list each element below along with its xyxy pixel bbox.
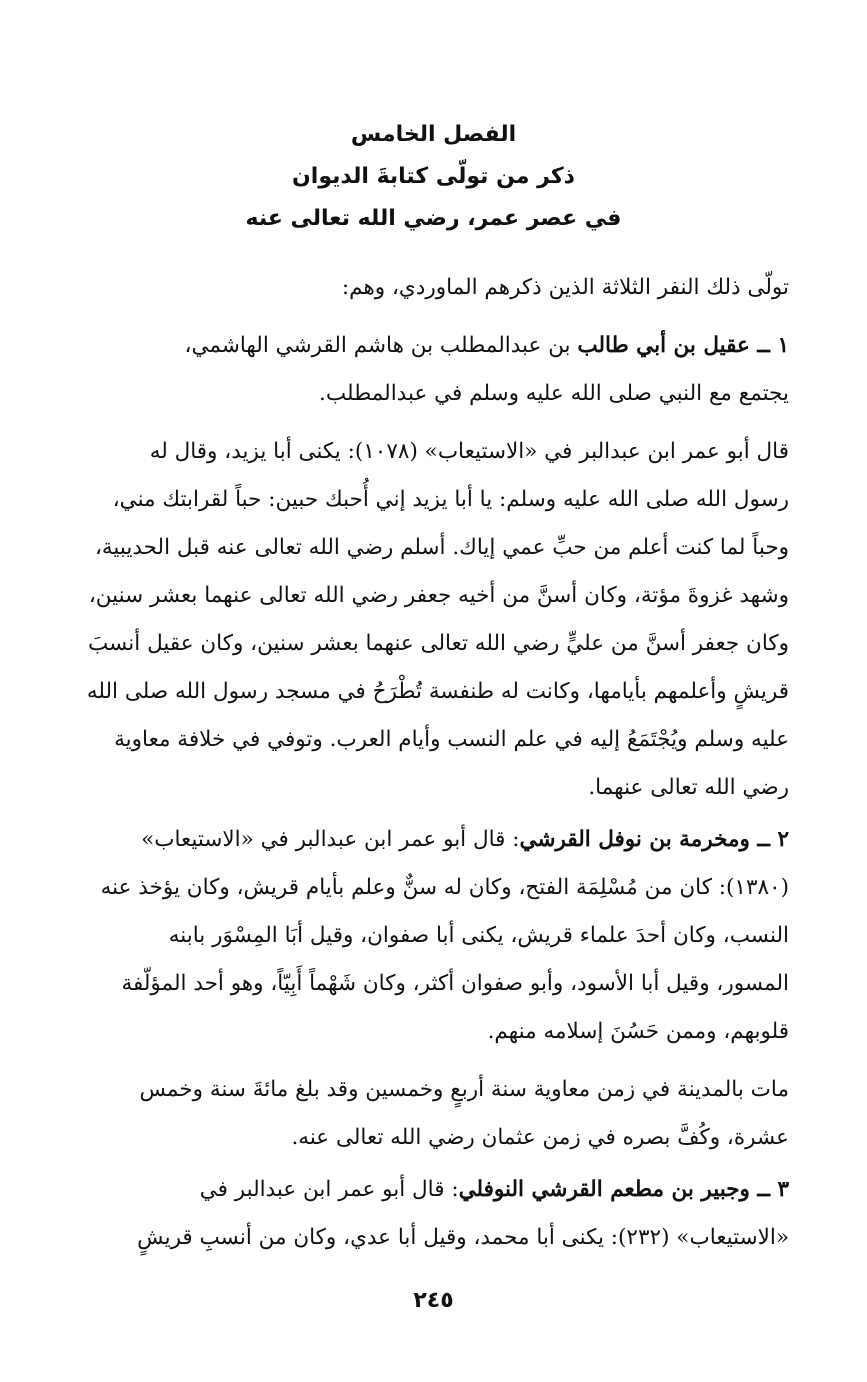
entry-2-line xyxy=(74,816,789,864)
text-line: رسول الله صلى الله عليه وسلم: يا أبا يزيد إني أُحبك حبين: حباً لقرابتك مني، xyxy=(112,487,789,512)
text-line: مات بالمدينة في زمن معاوية سنة أربعٍ وخمسين وقد بلغ مائةَ سنة وخمس xyxy=(139,1077,789,1102)
entry-1-lineage: بن عبدالمطلب بن هاشم القرشي الهاشمي، xyxy=(184,333,578,358)
text-line: يجتمع مع النبي صلى الله عليه وسلم في عبدالمطلب. xyxy=(319,381,789,406)
text-line: قلوبهم، وممن حَسُنَ إسلامه منهم. xyxy=(487,1019,789,1044)
text-line: تولّى ذلك النفر الثلاثة الذين ذكرهم الماوردي، وهم: xyxy=(341,275,789,300)
chapter-subtitle: ذكر من تولّى كتابةَ الديوان xyxy=(292,164,575,189)
text-line: وحباً لما كنت أعلم من حبِّ عمي إياك. أسلم رضي الله تعالى عنه قبل الحديبية، xyxy=(94,535,789,560)
chapter-era: في عصر عمر، رضي الله تعالى عنه xyxy=(245,206,622,231)
entry-3-name: ٣ ــ وجبير بن مطعم القرشي النوفلي xyxy=(458,1177,789,1202)
text-line: وشهد غزوةَ مؤتة، وكان أسنَّ من أخيه جعفر رضي الله تعالى عنهما بعشر سنين، xyxy=(88,583,789,608)
text-line: عليه وسلم ويُجْتَمَعُ إليه في علم النسب وأيام العرب. وتوفي في خلافة معاوية xyxy=(114,727,789,752)
chapter-title: الفصل الخامس xyxy=(350,122,517,147)
text-line: (١٣٨٠): كان من مُسْلِمَة الفتح، وكان له سنٌّ وعلم بأيام قريش، وكان يؤخذ عنه xyxy=(100,875,789,900)
entry-1-name: ١ ــ عقيل بن أبي طالب xyxy=(577,333,789,358)
text-line: «الاستيعاب» (٢٣٢): يكنى أبا محمد، وقيل أبا عدي، وكان من أنسبِ قريشٍ xyxy=(137,1225,789,1250)
text-line: قريشٍ وأعلمهم بأيامها، وكانت له طنفسة تُطْرَحُ في مسجد رسول الله صلى الله xyxy=(86,679,789,704)
text-line: عشرة، وكُفَّ بصره في زمن عثمان رضي الله تعالى عنه. xyxy=(291,1125,789,1150)
entry-2-source: : قال أبو عمر ابن عبدالبر في «الاستيعاب» xyxy=(141,827,520,852)
entry-3-source: : قال أبو عمر ابن عبدالبر في xyxy=(199,1177,459,1202)
entry-3-line xyxy=(74,1166,789,1214)
text-line: قال أبو عمر ابن عبدالبر في «الاستيعاب» (١٠٧٨): يكنى أبا يزيد، وقال له xyxy=(149,439,789,464)
text-line: وكان جعفر أسنَّ من عليٍّ رضي الله تعالى عنهما بعشر سنين، وكان عقيل أنسبَ xyxy=(88,631,789,656)
entry-1-line xyxy=(74,322,789,370)
text-line: النسب، وكان أحدَ علماء قريش، يكنى أبا صفوان، وقيل أبَا المِسْوَر بابنه xyxy=(168,923,789,948)
entry-2-name: ٢ ــ ومخرمة بن نوفل القرشي xyxy=(519,827,789,852)
page-number: ٢٤٥ xyxy=(413,1288,454,1313)
text-line: المسور، وقيل أبا الأسود، وأبو صفوان أكثر، وكان شَهْماً أَبِيّاً، وهو أحد المؤلّفة xyxy=(121,971,789,996)
text-line: رضي الله تعالى عنهما. xyxy=(588,775,789,800)
